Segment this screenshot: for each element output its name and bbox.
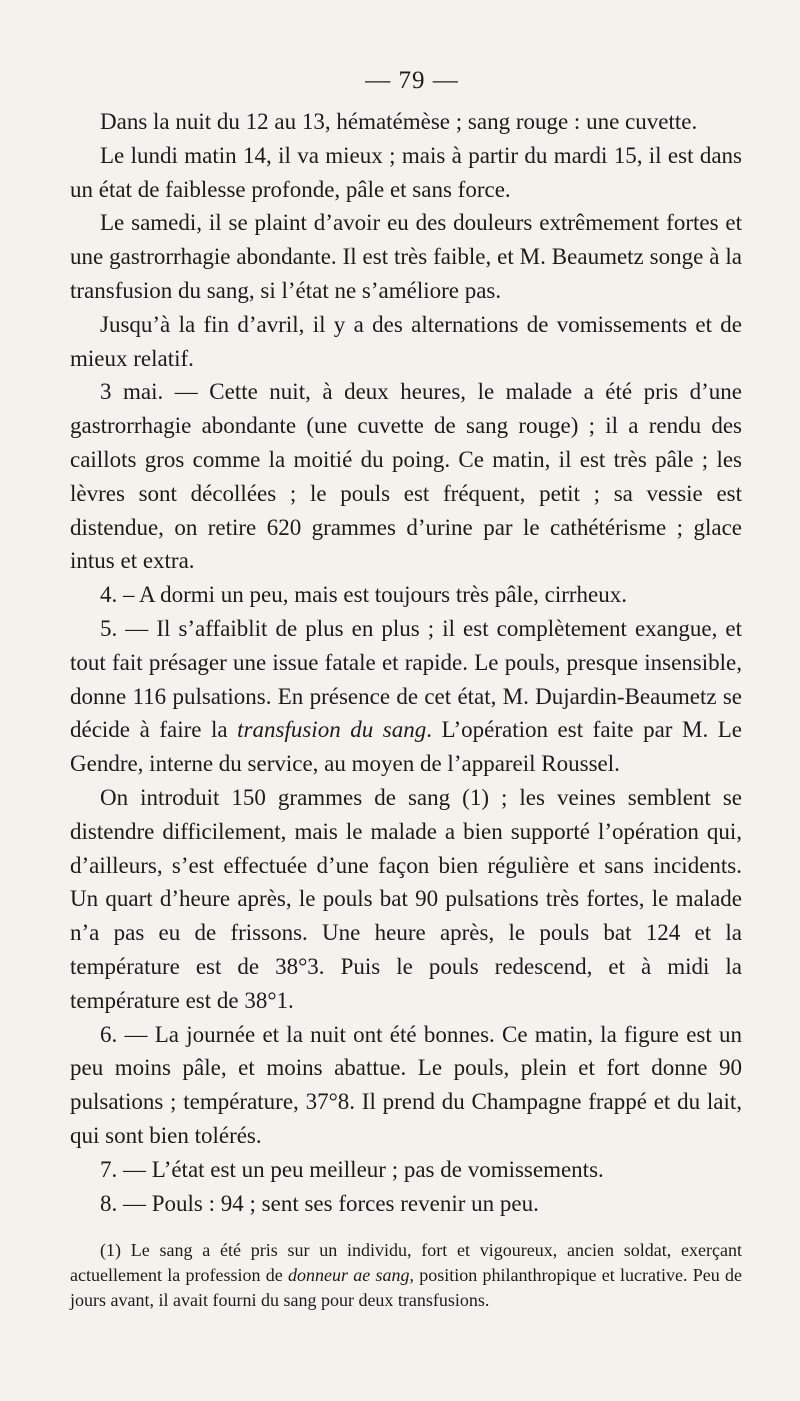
paragraph: 3 mai. — Cette nuit, à deux heures, le malade a été pris d’une gastrorrhagie abondante (une cuvette de sang rouge) ; il a rendu des caillots gros comme la moitié du poing. Ce matin, il est très pâle ; les lèvres sont décollées ; le pouls est fréquent, petit ; sa vessie est distendue, on retire 620 grammes d’urine par le cathétérisme ; glace intus et extra. — [70, 379, 742, 574]
paragraph: On introduit 150 grammes de sang (1) ; les veines semblent se distendre difficilement, mais le malade a bien supporté l’opération qui, d’ailleurs, s’est effectuée d’une façon bien régulière et sans incidents. Un quart d’heure après, le pouls bat 90 pulsations très fortes, le malade n’a pas eu de frissons. Une heure après, le pouls bat 124 et la température est de 38°3. Puis le pouls redescend, et à midi la température est de 38°1. — [70, 784, 742, 1013]
footnote-emphasis: donneur ae sang — [287, 1265, 410, 1286]
footnote-part: (1) Le sang a été pris sur un individu, fort et vigoureux, ancien soldat, exerçant actuellement la profession de — [70, 1240, 742, 1286]
paragraph: Le samedi, il se plaint d’avoir eu des douleurs extrêmement fortes et une gastrorrhagie abondante. Il est très faible, et M. Beaumetz songe à la transfusion du sang, si l’état ne s’améliore pas. — [70, 210, 742, 303]
paragraph: Jusqu’à la fin d’avril, il y a des alternations de vomissements et de mieux relatif. — [70, 311, 742, 371]
paragraph: 6. — La journée et la nuit ont été bonnes. Ce matin, la figure est un peu moins pâle, et moins abattue. Le pouls, plein et fort donne 90 pulsations ; température, 37°8. Il prend du Champagne frappé et du lait, qui sont bien tolérés. — [70, 1021, 742, 1148]
paragraph: Le lundi matin 14, il va mieux ; mais à partir du mardi 15, il est dans un état de faiblesse profonde, pâle et sans force. — [70, 142, 742, 202]
paragraph-text: 5. — Il s’affaiblit de plus en plus ; il est complètement exangue, et tout fait présager une issue fatale et rapide. Le pouls, presque insensible, donne 116 pulsations. En présence de cet état, M. Dujardin-Beaumetz se décide à faire la — [70, 615, 742, 743]
paragraph: 4. – A dormi un peu, mais est toujours très pâle, cirrheux. — [100, 582, 627, 608]
page-number: — 79 — — [365, 67, 459, 94]
paragraph — [70, 612, 742, 781]
paragraph: 8. — Pouls : 94 ; sent ses forces revenir un peu. — [100, 1190, 539, 1216]
paragraph-text: . L’opération est faite par M. Le Gendre, interne du service, au moyen de l’appareil Roussel. — [70, 717, 742, 777]
footnote — [70, 1238, 742, 1313]
paragraph: Dans la nuit du 12 au 13, hématémèse ; sang rouge : une cuvette. — [100, 109, 698, 134]
footnote-text — [70, 1238, 742, 1313]
body-text — [70, 105, 742, 1220]
footnote-part: , position philanthropique et lucrative. Peu de jours avant, il avait fourni du sang pour deux transfusions. — [70, 1265, 742, 1311]
paragraph: 7. — L’état est un peu meilleur ; pas de vomissements. — [100, 1156, 604, 1182]
emphasis-text: transfusion du sang — [237, 717, 427, 743]
